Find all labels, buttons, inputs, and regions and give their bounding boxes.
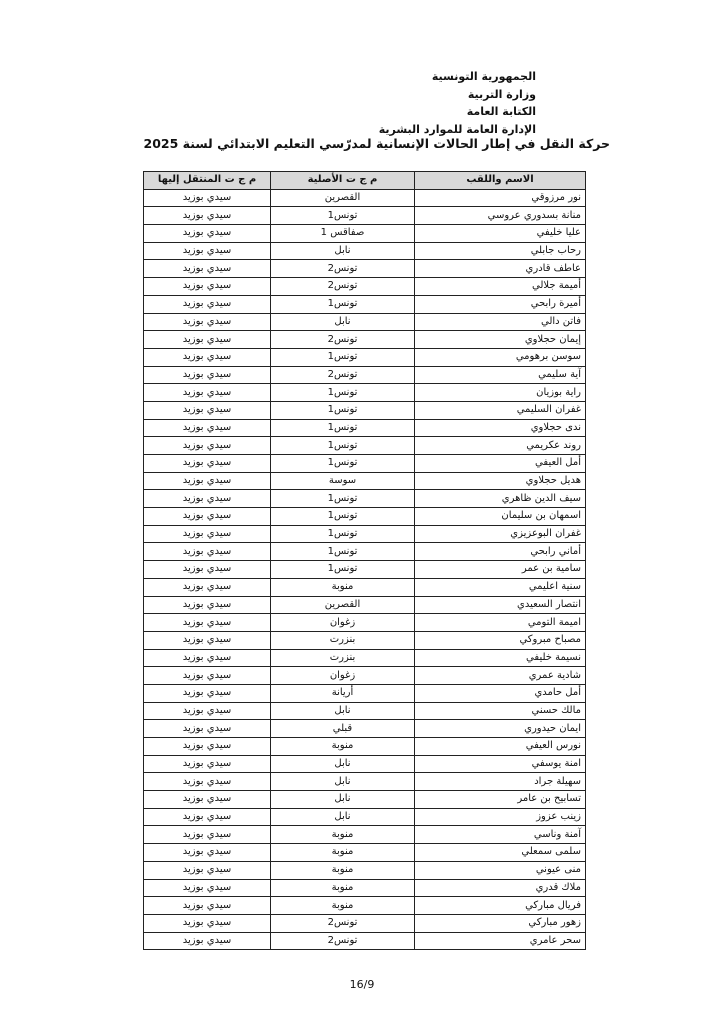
cell-name: أميمة جلالي (415, 278, 586, 296)
cell-origin: منوبة (271, 738, 415, 756)
table-row (144, 631, 586, 649)
cell-name: رحاب جابلي (415, 242, 586, 260)
table-row (144, 826, 586, 844)
cell-name: نورس العيفي (415, 738, 586, 756)
cell-destination: سيدي بوزيد (144, 808, 271, 826)
cell-name: فاتن دالي (415, 313, 586, 331)
cell-destination: سيدي بوزيد (144, 490, 271, 508)
cell-origin: نابل (271, 791, 415, 809)
cell-destination: سيدي بوزيد (144, 791, 271, 809)
cell-name: أمل حامدي (415, 684, 586, 702)
column-header-origin: م ج ت الأصلية (271, 172, 415, 190)
table-row (144, 331, 586, 349)
table-row (144, 242, 586, 260)
cell-origin: زغوان (271, 614, 415, 632)
table-row (144, 260, 586, 278)
table-row (144, 508, 586, 526)
cell-name: سامية بن عمر (415, 561, 586, 579)
cell-origin: تونس1 (271, 437, 415, 455)
cell-origin: نابل (271, 755, 415, 773)
cell-destination: سيدي بوزيد (144, 331, 271, 349)
cell-destination: سيدي بوزيد (144, 472, 271, 490)
table-row (144, 278, 586, 296)
table-row (144, 649, 586, 667)
cell-name: آمنة وناسي (415, 826, 586, 844)
cell-destination: سيدي بوزيد (144, 189, 271, 207)
table-row (144, 808, 586, 826)
table-row (144, 879, 586, 897)
table-row (144, 366, 586, 384)
cell-origin: أريانة (271, 684, 415, 702)
cell-origin: زغوان (271, 667, 415, 685)
cell-name: إيمان حجلاوي (415, 331, 586, 349)
cell-name: منانة بسدوري عروسي (415, 207, 586, 225)
cell-name: نسيمة خليفي (415, 649, 586, 667)
cell-name: نور مرزوقي (415, 189, 586, 207)
cell-origin: تونس1 (271, 455, 415, 473)
table-row (144, 791, 586, 809)
cell-name: مالك حسني (415, 702, 586, 720)
cell-destination: سيدي بوزيد (144, 419, 271, 437)
cell-destination: سيدي بوزيد (144, 260, 271, 278)
cell-origin: تونس1 (271, 401, 415, 419)
cell-destination: سيدي بوزيد (144, 861, 271, 879)
letterhead-ministry: وزارة التربية (467, 87, 536, 101)
cell-destination: سيدي بوزيد (144, 384, 271, 402)
table-row (144, 738, 586, 756)
cell-name: أميرة رابحي (415, 295, 586, 313)
table-row (144, 844, 586, 862)
cell-origin: نابل (271, 773, 415, 791)
cell-destination: سيدي بوزيد (144, 348, 271, 366)
table-row (144, 667, 586, 685)
cell-origin: صفاقس 1 (271, 225, 415, 243)
cell-destination: سيدي بوزيد (144, 684, 271, 702)
cell-destination: سيدي بوزيد (144, 844, 271, 862)
cell-destination: سيدي بوزيد (144, 401, 271, 419)
table-row (144, 543, 586, 561)
cell-destination: سيدي بوزيد (144, 508, 271, 526)
cell-destination: سيدي بوزيد (144, 932, 271, 950)
cell-origin: بنزرت (271, 649, 415, 667)
cell-origin: سوسة (271, 472, 415, 490)
cell-origin: تونس1 (271, 207, 415, 225)
cell-name: ايمان حيدوري (415, 720, 586, 738)
letterhead-republic: الجمهورية التونسية (431, 70, 536, 83)
cell-name: عليا خليفي (415, 225, 586, 243)
cell-name: غفران البوعزيزي (415, 525, 586, 543)
cell-destination: سيدي بوزيد (144, 543, 271, 561)
column-header-name: الاسم واللقب (415, 172, 586, 190)
cell-origin: منوبة (271, 826, 415, 844)
cell-name: غفران السليمي (415, 401, 586, 419)
cell-name: ملاك قدري (415, 879, 586, 897)
table-row (144, 313, 586, 331)
cell-origin: تونس1 (271, 348, 415, 366)
cell-destination: سيدي بوزيد (144, 242, 271, 260)
cell-origin: منوبة (271, 578, 415, 596)
cell-destination: سيدي بوزيد (144, 755, 271, 773)
cell-destination: سيدي بوزيد (144, 578, 271, 596)
table-row (144, 384, 586, 402)
table-row (144, 897, 586, 915)
table-row (144, 490, 586, 508)
cell-name: سنية اعليمي (415, 578, 586, 596)
cell-origin: منوبة (271, 879, 415, 897)
cell-name: زهور مباركي (415, 914, 586, 932)
letterhead (236, 68, 536, 138)
table-row (144, 419, 586, 437)
cell-origin: نابل (271, 702, 415, 720)
table-row (144, 525, 586, 543)
table-body (144, 189, 586, 950)
table-row (144, 596, 586, 614)
cell-name: أماني رابحي (415, 543, 586, 561)
cell-origin: نابل (271, 808, 415, 826)
cell-origin: تونس2 (271, 278, 415, 296)
cell-destination: سيدي بوزيد (144, 313, 271, 331)
cell-name: اميمة التومي (415, 614, 586, 632)
cell-origin: نابل (271, 242, 415, 260)
cell-destination: سيدي بوزيد (144, 614, 271, 632)
cell-origin: تونس1 (271, 295, 415, 313)
cell-destination: سيدي بوزيد (144, 455, 271, 473)
cell-name: شادية عمري (415, 667, 586, 685)
cell-destination: سيدي بوزيد (144, 773, 271, 791)
table-row (144, 861, 586, 879)
table-row (144, 578, 586, 596)
cell-origin: تونس1 (271, 490, 415, 508)
cell-destination: سيدي بوزيد (144, 631, 271, 649)
cell-name: تسابيح بن عامر (415, 791, 586, 809)
cell-destination: سيدي بوزيد (144, 561, 271, 579)
table-row (144, 755, 586, 773)
letterhead-directorate: الإدارة العامة للموارد البشرية (378, 122, 536, 136)
cell-destination: سيدي بوزيد (144, 437, 271, 455)
cell-origin: قبلي (271, 720, 415, 738)
cell-origin: تونس1 (271, 525, 415, 543)
cell-origin: القصرين (271, 596, 415, 614)
table-row (144, 189, 586, 207)
cell-destination: سيدي بوزيد (144, 207, 271, 225)
cell-name: آية سليمي (415, 366, 586, 384)
table-row (144, 455, 586, 473)
table-row (144, 914, 586, 932)
cell-origin: تونس1 (271, 561, 415, 579)
transfer-table (143, 171, 586, 950)
cell-origin: منوبة (271, 844, 415, 862)
column-header-destination: م ج ت المنتقل إليها (144, 172, 271, 190)
cell-origin: القصرين (271, 189, 415, 207)
cell-origin: بنزرت (271, 631, 415, 649)
cell-destination: سيدي بوزيد (144, 667, 271, 685)
cell-name: امنة يوسفي (415, 755, 586, 773)
cell-destination: سيدي بوزيد (144, 596, 271, 614)
cell-origin: نابل (271, 313, 415, 331)
cell-name: سحر عامري (415, 932, 586, 950)
cell-name: أمل العيفي (415, 455, 586, 473)
cell-origin: تونس2 (271, 366, 415, 384)
cell-origin: تونس2 (271, 932, 415, 950)
document-title: حركة النقل في إطار الحالات الإنسانية لمدرّسي التعليم الابتدائي لسنة 2025 (143, 136, 610, 151)
cell-origin: تونس2 (271, 914, 415, 932)
page-number: 16/9 (349, 978, 375, 991)
cell-name: مصباح مبروكي (415, 631, 586, 649)
cell-destination: سيدي بوزيد (144, 295, 271, 313)
table-row (144, 773, 586, 791)
table-row (144, 348, 586, 366)
cell-destination: سيدي بوزيد (144, 278, 271, 296)
table-row (144, 702, 586, 720)
cell-origin: تونس1 (271, 384, 415, 402)
cell-destination: سيدي بوزيد (144, 225, 271, 243)
cell-name: هديل حجلاوي (415, 472, 586, 490)
cell-origin: منوبة (271, 897, 415, 915)
cell-destination: سيدي بوزيد (144, 738, 271, 756)
table-header-row (144, 172, 586, 190)
cell-name: سوسن برهومي (415, 348, 586, 366)
table-row (144, 561, 586, 579)
cell-name: اسمهان بن سليمان (415, 508, 586, 526)
cell-destination: سيدي بوزيد (144, 879, 271, 897)
cell-origin: تونس1 (271, 419, 415, 437)
cell-destination: سيدي بوزيد (144, 897, 271, 915)
table-row (144, 401, 586, 419)
table-row (144, 295, 586, 313)
cell-destination: سيدي بوزيد (144, 702, 271, 720)
cell-destination: سيدي بوزيد (144, 366, 271, 384)
letterhead-secretariat: الكتابة العامة (466, 105, 536, 118)
cell-destination: سيدي بوزيد (144, 826, 271, 844)
cell-destination: سيدي بوزيد (144, 720, 271, 738)
cell-origin: تونس2 (271, 260, 415, 278)
table-row (144, 684, 586, 702)
cell-name: روند عكريمي (415, 437, 586, 455)
table-row (144, 207, 586, 225)
cell-origin: تونس2 (271, 331, 415, 349)
cell-destination: سيدي بوزيد (144, 649, 271, 667)
table-row (144, 225, 586, 243)
cell-name: ندى حجلاوي (415, 419, 586, 437)
cell-name: عاطف قادري (415, 260, 586, 278)
table-row (144, 437, 586, 455)
cell-origin: تونس1 (271, 543, 415, 561)
cell-name: انتصار السعيدي (415, 596, 586, 614)
cell-name: فريال مباركي (415, 897, 586, 915)
cell-name: زينب عزوز (415, 808, 586, 826)
cell-destination: سيدي بوزيد (144, 525, 271, 543)
cell-name: راية بوزيان (415, 384, 586, 402)
table-row (144, 472, 586, 490)
table-row (144, 932, 586, 950)
cell-name: سهيلة جراد (415, 773, 586, 791)
cell-origin: تونس1 (271, 508, 415, 526)
cell-name: منى عيوني (415, 861, 586, 879)
cell-name: سيف الدين ظاهري (415, 490, 586, 508)
cell-origin: منوبة (271, 861, 415, 879)
table-row (144, 614, 586, 632)
table-row (144, 720, 586, 738)
cell-name: سلمى سمعلي (415, 844, 586, 862)
cell-destination: سيدي بوزيد (144, 914, 271, 932)
